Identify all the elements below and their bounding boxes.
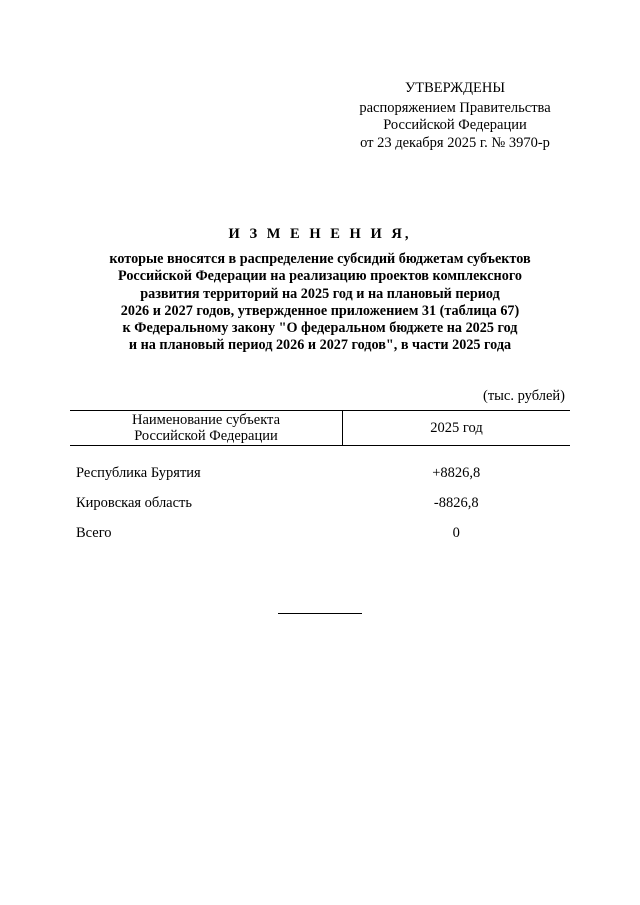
approval-line-date-number: от 23 декабря 2025 г. № 3970-р bbox=[360, 134, 550, 151]
subtitle-line: и на плановый период 2026 и 2027 годов", в части 2025 года bbox=[128, 337, 512, 354]
subtitle-line: развития территорий на 2025 год и на плановый период bbox=[140, 285, 500, 302]
approval-block bbox=[340, 80, 570, 152]
row-value: +8826,8 bbox=[432, 464, 481, 481]
document-subtitle bbox=[60, 251, 580, 355]
table-row bbox=[70, 446, 570, 489]
row-subject: Республика Бурятия bbox=[76, 464, 201, 481]
approval-line-federation: Российской Федерации bbox=[383, 117, 527, 133]
units-label: (тыс. рублей) bbox=[483, 388, 565, 404]
end-separator-line bbox=[278, 613, 362, 614]
header-year: 2025 год bbox=[343, 411, 571, 446]
approval-heading: УТВЕРЖДЕНЫ bbox=[404, 80, 506, 96]
header-subject-line1: Наименование субъекта bbox=[131, 412, 281, 428]
header-subject bbox=[70, 411, 343, 446]
table-row-total bbox=[70, 518, 570, 548]
subtitle-line: к Федеральному закону "О федеральном бюджете на 2025 год bbox=[122, 320, 518, 337]
subtitle-line: которые вносятся в распределение субсидий бюджетам субъектов bbox=[109, 251, 531, 267]
header-subject-line2: Российской Федерации bbox=[134, 428, 278, 444]
subtitle-line: Российской Федерации на реализацию проектов комплексного bbox=[118, 268, 522, 285]
subsidy-table bbox=[70, 410, 570, 548]
row-subject: Всего bbox=[76, 524, 112, 541]
row-subject: Кировская область bbox=[76, 494, 193, 511]
table-header-row bbox=[70, 411, 570, 446]
row-value: -8826,8 bbox=[433, 494, 479, 511]
approval-line-decree: распоряжением Правительства bbox=[359, 99, 551, 116]
row-value: 0 bbox=[452, 524, 460, 541]
subtitle-line: 2026 и 2027 годов, утвержденное приложением 31 (таблица 67) bbox=[120, 302, 520, 319]
document-title: И З М Е Н Е Н И Я, bbox=[228, 226, 412, 242]
table-row bbox=[70, 488, 570, 518]
